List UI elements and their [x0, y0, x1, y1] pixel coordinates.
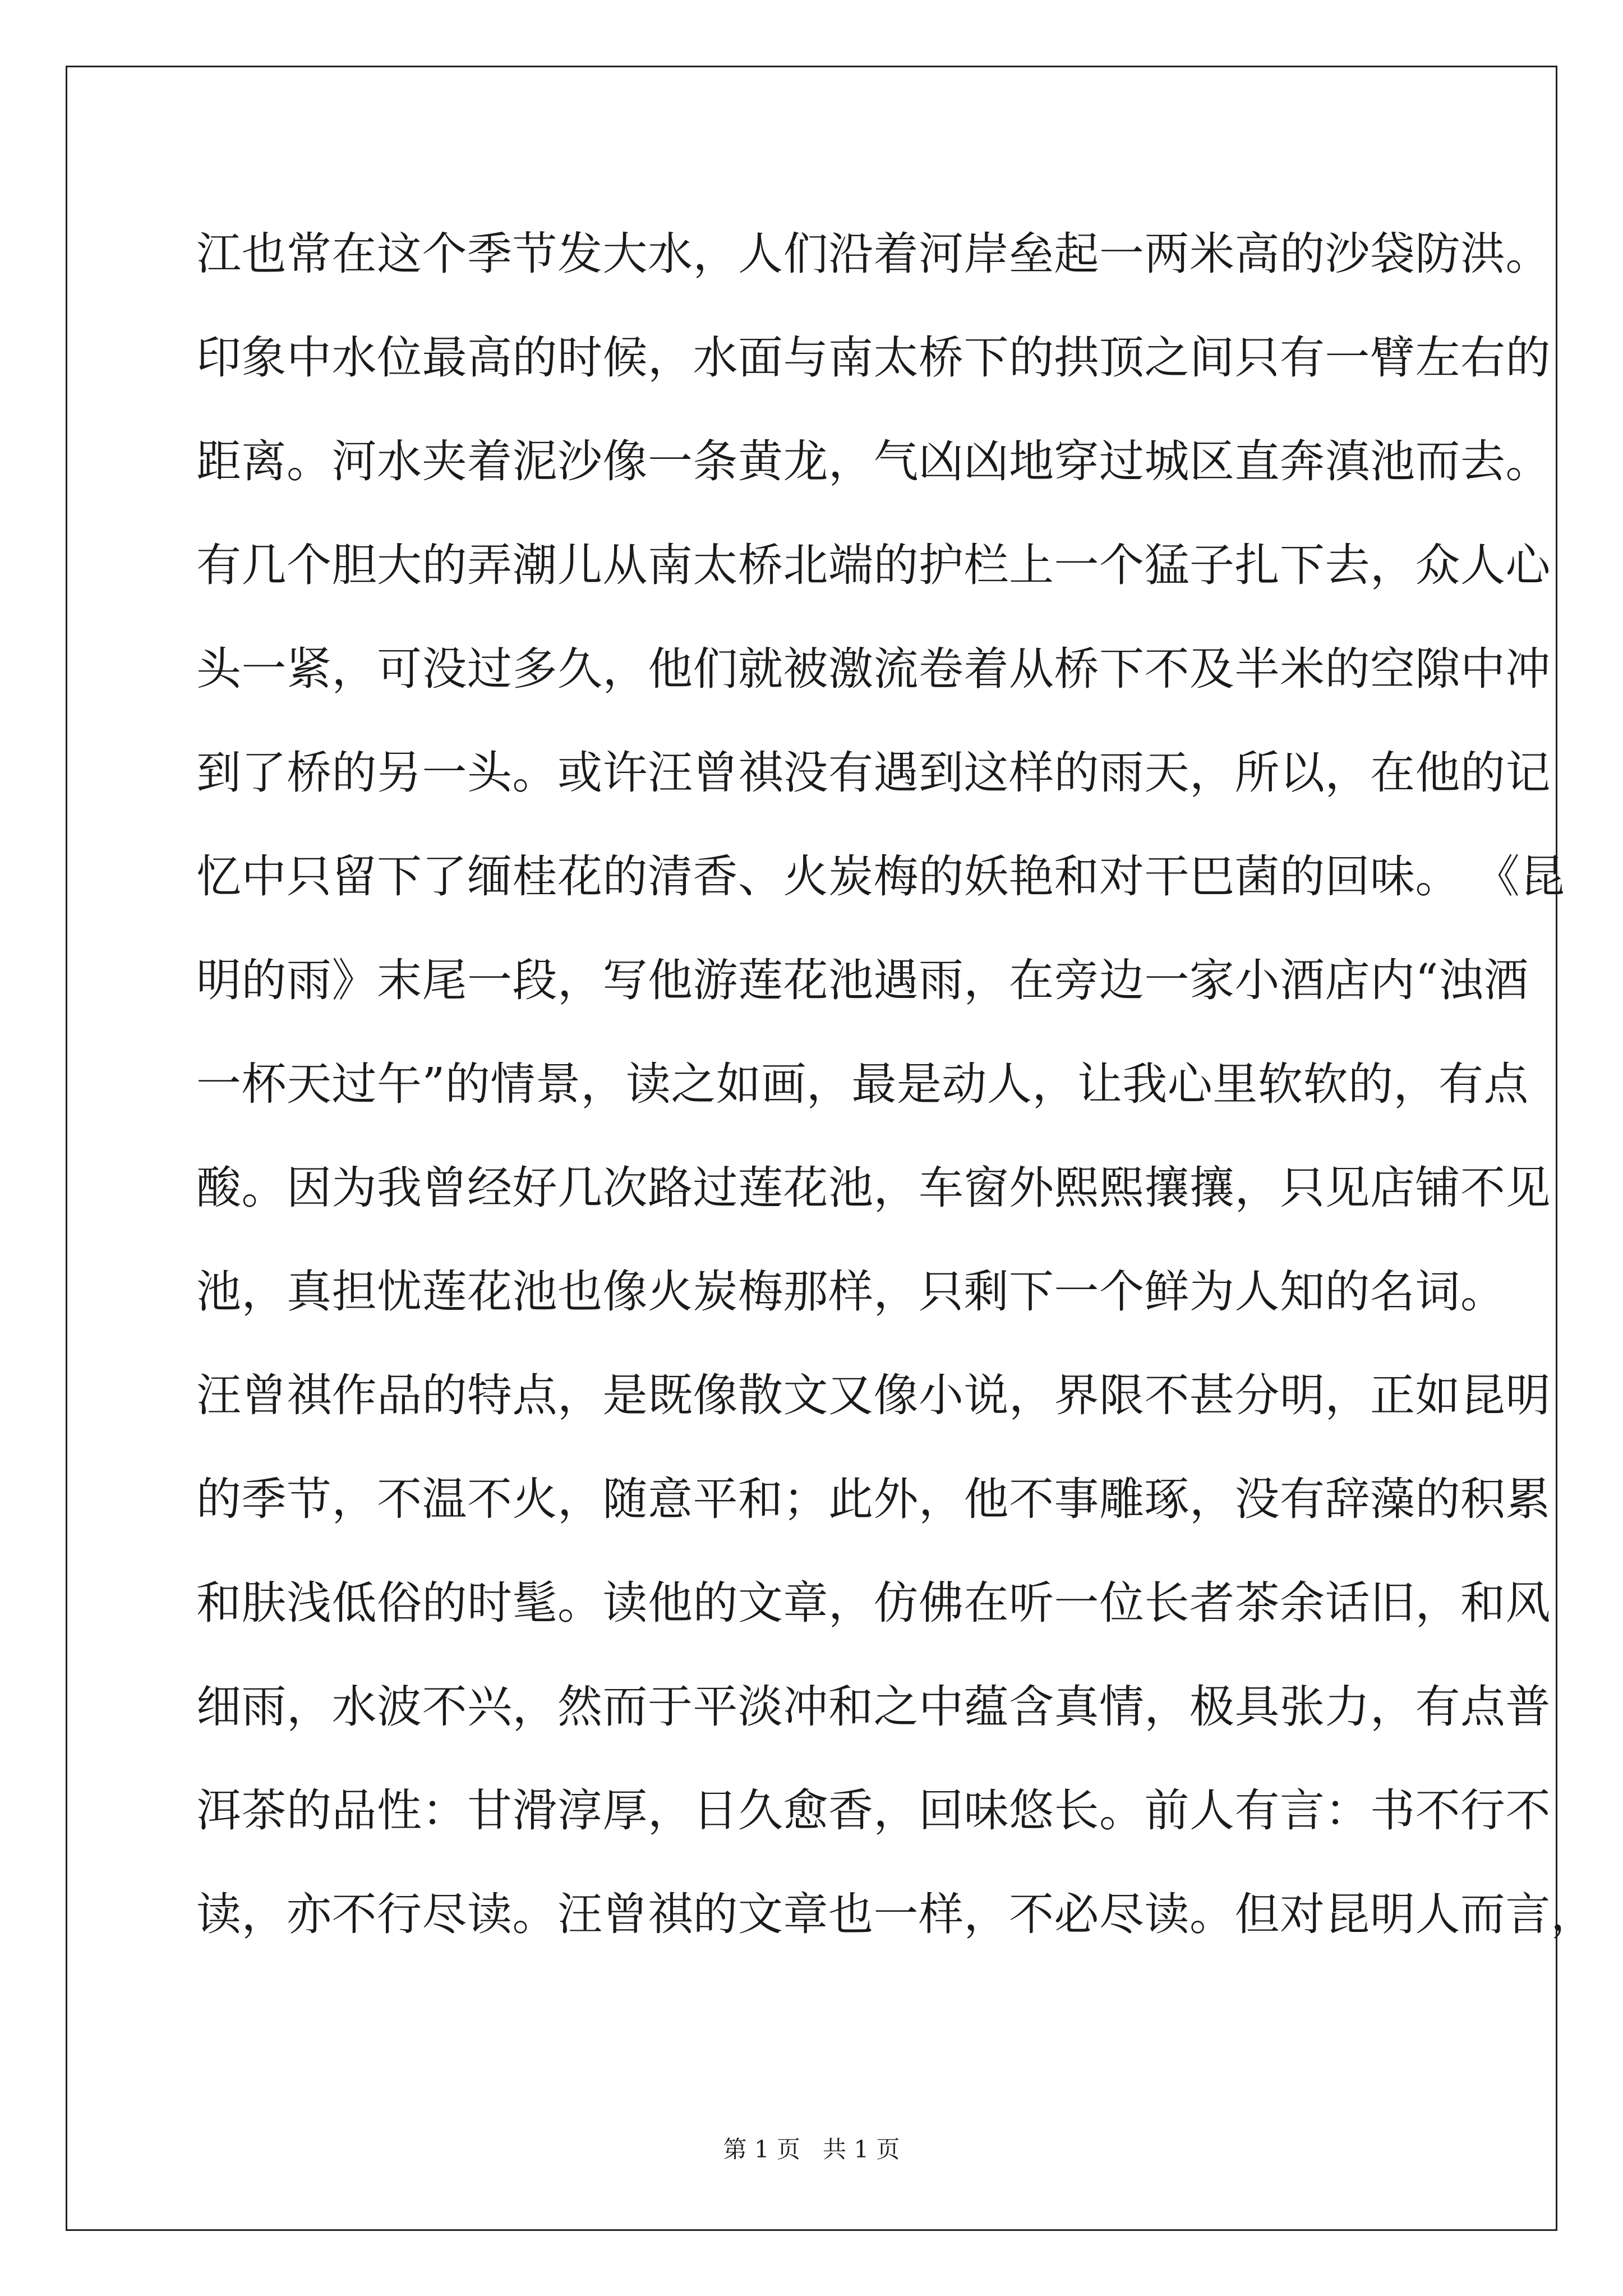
text-line: 印象中水位最高的时候，水面与南太桥下的拱顶之间只有一臂左右的 — [196, 332, 1551, 384]
text-line: 酸。因为我曾经好几次路过莲花池，车窗外熙熙攘攘，只见店铺不见 — [196, 1162, 1551, 1214]
page-total: 共 1 页 — [823, 2136, 900, 2163]
text-line: 到了桥的另一头。或许汪曾祺没有遇到这样的雨天，所以，在他的记 — [196, 747, 1551, 799]
text-line: 池，真担忧莲花池也像火炭梅那样，只剩下一个鲜为人知的名词。 — [196, 1266, 1506, 1318]
text-line: 和肤浅低俗的时髦。读他的文章，仿佛在听一位长者茶余话旧，和风 — [196, 1577, 1551, 1629]
text-line: 的季节，不温不火，随意平和；此外，他不事雕琢，没有辞藻的积累 — [196, 1473, 1551, 1525]
text-line: 忆中只留下了缅桂花的清香、火炭梅的妖艳和对干巴菌的回味。 《昆 — [196, 850, 1565, 903]
text-line: 读，亦不行尽读。汪曾祺的文章也一样，不必尽读。但对昆明人而言， — [196, 1888, 1596, 1940]
text-line: 洱茶的品性：甘滑淳厚，日久愈香，回味悠长。前人有言：书不行不 — [196, 1784, 1551, 1837]
text-line: 头一紧，可没过多久，他们就被激流卷着从桥下不及半米的空隙中冲 — [196, 643, 1551, 695]
text-line: 有几个胆大的弄潮儿从南太桥北端的护栏上一个猛子扎下去，众人心 — [196, 539, 1551, 591]
text-line: 明的雨》末尾一段，写他游莲花池遇雨，在旁边一家小酒店内“浊酒 — [196, 954, 1529, 1006]
text-line: 距离。河水夹着泥沙像一条黄龙，气凶凶地穿过城区直奔滇池而去。 — [196, 435, 1551, 487]
text-line: 细雨，水波不兴，然而于平淡冲和之中蕴含真情，极具张力，有点普 — [196, 1681, 1551, 1733]
text-line: 汪曾祺作品的特点，是既像散文又像小说，界限不甚分明，正如昆明 — [196, 1369, 1551, 1421]
text-line: 一杯天过午”的情景，读之如画，最是动人，让我心里软软的，有点 — [196, 1058, 1529, 1110]
page-number: 第 1 页 — [723, 2136, 800, 2163]
document-body — [196, 202, 1596, 1966]
text-line: 江也常在这个季节发大水，人们沿着河岸垒起一两米高的沙袋防洪。 — [196, 228, 1551, 280]
page-footer — [0, 2133, 1623, 2166]
